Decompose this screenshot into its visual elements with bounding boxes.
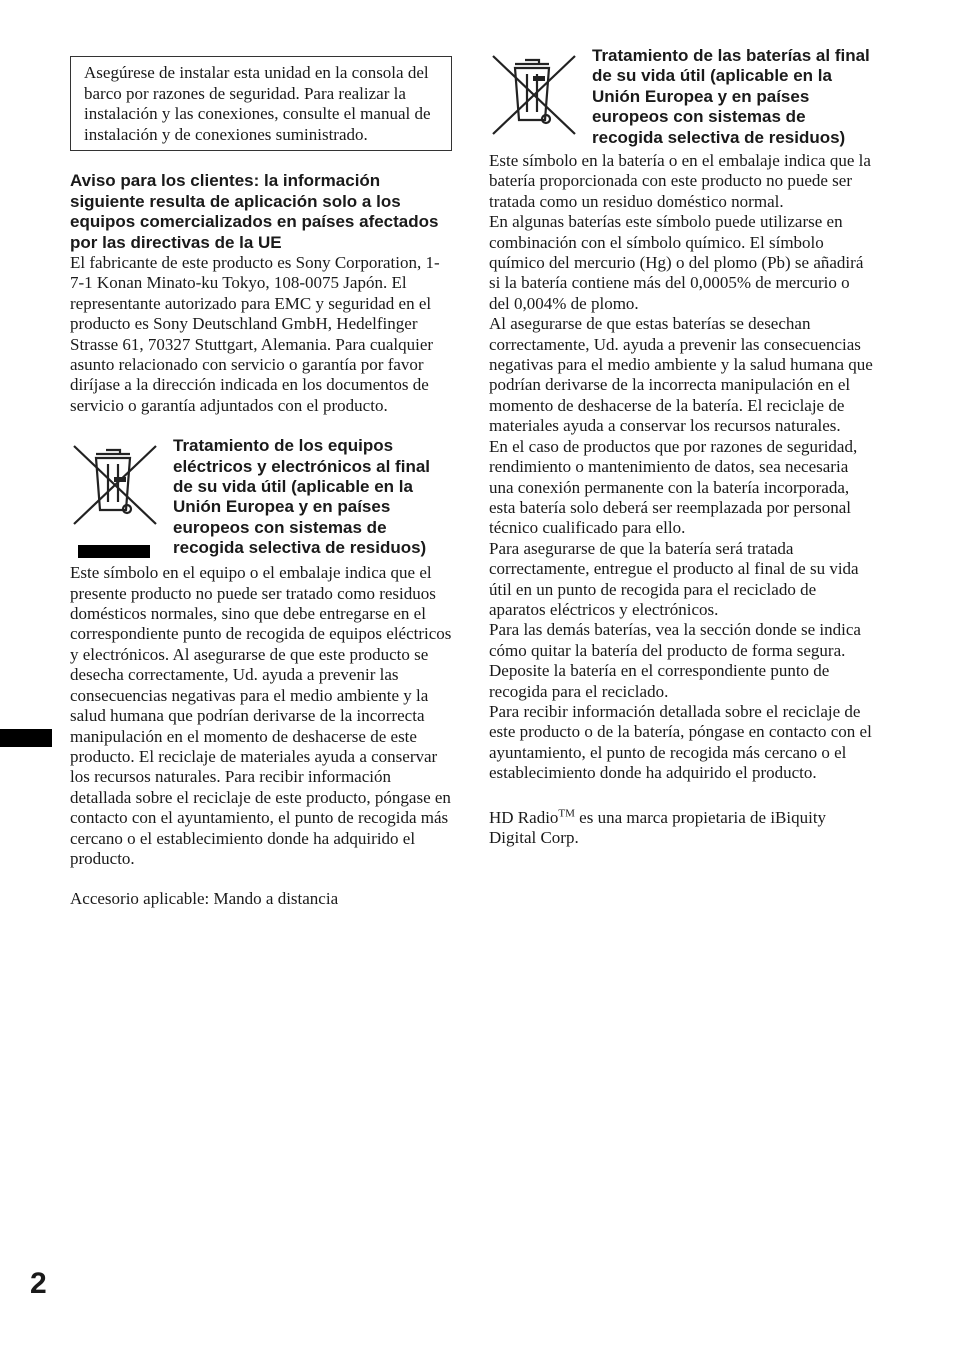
weee-body: Este símbolo en el equipo o el embalaje indica que el presente producto no puede ser tratado como residuos domésticos normales, sino que debe entregarse en el correspondiente punto de recogida de equipos eléctricos y electrónicos. Al asegurarse de que este producto se desecha correctamente, Ud. ayuda a prevenir las consecuencias negativas para el medio ambiente y la salud humana que podrían derivarse de la incorrecta manipulación en el momento de deshacerse de este producto. El reciclaje de materiales ayuda a conservar los recursos naturales. Para recibir información detallada sobre el reciclaje de este producto, póngase en contacto con el ayuntamiento, el punto de recogida más cercano o el establecimiento donde ha adquirido el producto.	[70, 563, 452, 868]
installation-notice-box	[70, 56, 452, 151]
weee-section-header	[70, 436, 452, 563]
trademark-symbol: TM	[558, 806, 575, 819]
accessory-note: Accesorio aplicable: Mando a distancia	[70, 889, 339, 909]
eu-notice-body: El fabricante de este producto es Sony Corporation, 1-7-1 Konan Minato-ku Tokyo, 108-0075 Japón. El representante autorizado para EMC y seguridad en el producto es Sony Deutschland GmbH, Hedelfinger Strasse 61, 70327 Stuttgart, Alemania. Para cualquier asunto relacionado con servicio o garantía por favor diríjase a la dirección indicada en los documentos de servicio o garantía adjuntados con el producto.	[70, 253, 440, 415]
weee-heading: Tratamiento de los equipos eléctricos y electrónicos al final de su vida útil (aplicable en la Unión Europea y en países europeos con sistemas de recogida selectiva de residuos)	[173, 436, 431, 558]
battery-paragraph: Para las demás baterías, vea la sección donde se indica cómo quitar la batería del producto de forma segura. Deposite la batería en el correspondiente punto de recogida para el reciclado.	[489, 620, 861, 701]
installation-notice-text: Asegúrese de instalar esta unidad en la consola del barco por razones de seguridad. Para realizar la instalación y las conexiones, consulte el manual de instalación y de conexiones suministrado.	[84, 63, 431, 144]
right-column	[489, 46, 873, 848]
crossed-bin-icon	[489, 46, 579, 146]
eu-notice-heading: Aviso para los clientes: la información siguiente resulta de aplicación solo a los equipos comercializados en países afectados por las directivas de la UE	[70, 171, 439, 252]
hd-radio-statement: es una marca propietaria de iBiquity Digital Corp.	[489, 807, 827, 847]
hd-radio-name: HD Radio	[489, 807, 559, 827]
hd-radio-trademark	[489, 808, 873, 849]
page-number: 2	[30, 1267, 47, 1300]
battery-paragraph: Para asegurarse de que la batería será tratada correctamente, entregue el producto al final de su vida útil en un punto de recogida para el reciclado de aparatos eléctricos y electrónicos.	[489, 538, 859, 619]
left-column	[70, 56, 452, 910]
crossed-bin-icon	[70, 436, 160, 558]
battery-paragraph: En algunas baterías este símbolo puede utilizarse en combinación con el símbolo químico. El símbolo químico del mercurio (Hg) o del plomo (Pb) se añadirá si la batería contiene más del 0,0005% de mercurio o del 0,004% de plomo.	[489, 212, 864, 313]
battery-paragraph: Este símbolo en la batería o en el embalaje indica que la batería proporcionada con este producto no puede ser tratada como un residuo doméstico normal.	[489, 151, 871, 211]
battery-paragraph: Para recibir información detallada sobre el reciclaje de este producto o de la batería, póngase en contacto con el ayuntamiento, el punto de recogida más cercano o el establecimiento donde ha adquirido el producto.	[489, 701, 872, 783]
battery-section-header	[489, 46, 873, 151]
battery-paragraph: Al asegurarse de que estas baterías se desechan correctamente, Ud. ayuda a prevenir las consecuencias negativas para el medio ambiente y la salud humana que podrían derivarse de la incorrecta manipulación en el momento de deshacerse de la batería. El reciclaje de materiales ayuda a conservar los recursos naturales.	[489, 314, 873, 436]
battery-paragraph: En el caso de productos que por razones de seguridad, rendimiento o mantenimiento de datos, sea necesaria una conexión permanente con la batería incorporada, esta batería solo deberá ser reemplazada por personal técnico cualificado para ello.	[489, 436, 858, 538]
section-tab-marker	[0, 729, 52, 747]
battery-heading: Tratamiento de las baterías al final de su vida útil (aplicable en la Unión Europea y en países europeos con sistemas de recogida selectiva de residuos)	[592, 46, 870, 147]
